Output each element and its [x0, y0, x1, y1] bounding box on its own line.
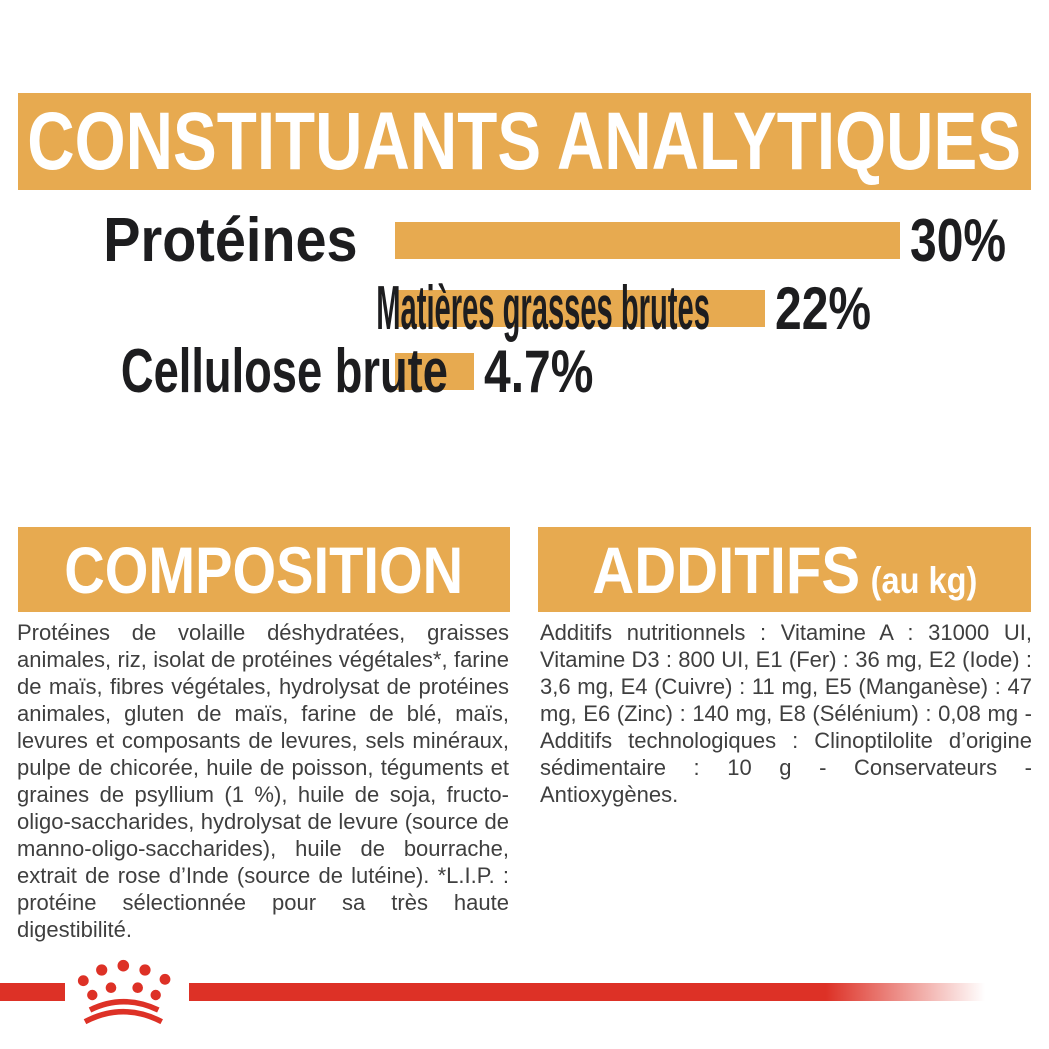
analytical-constituents-title: CONSTITUANTS ANALYTIQUES	[27, 95, 1022, 187]
bar-proteines	[395, 222, 900, 259]
bar-value-proteines: 30%	[910, 207, 1007, 274]
additifs-body: Additifs nutritionnels : Vitamine A : 31000 UI, Vitamine D3 : 800 UI, E1 (Fer) : 36 mg, E2 (Iode) : 3,6 mg, E4 (Cuivre) : 11 mg, E5 (Manganèse) : 47 mg, E6 (Zinc) : 140 mg, E8 (Sélénium) : 0,08 mg - Additifs technologiques : Clinoptilolite d’origine sédimentaire : 10 g - Conservateurs - Antioxygènes.	[540, 620, 1032, 807]
bar-label-matieres-grasses: Matières grasses brutes	[376, 274, 710, 343]
bar-label-proteines: Protéines	[103, 206, 358, 275]
analytical-constituents-banner	[18, 93, 1031, 190]
additifs-title: ADDITIFS	[591, 532, 860, 607]
royal-canin-crown-icon	[58, 948, 196, 1040]
footer-rule-right	[189, 983, 985, 1001]
bar-value-matieres-grasses: 22%	[775, 275, 872, 342]
bar-value-cellulose: 4.7%	[484, 338, 594, 405]
additifs-header	[538, 527, 1031, 612]
chart-row-cellulose	[0, 337, 1049, 406]
footer-rule-left	[0, 983, 65, 1001]
composition-title: COMPOSITION	[64, 532, 464, 607]
bar-label-cellulose: Cellulose brute	[120, 337, 448, 406]
additifs-unit: (au kg)	[870, 559, 978, 601]
additifs-title-group	[591, 532, 978, 607]
composition-header	[18, 527, 510, 612]
composition-body: Protéines de volaille déshydratées, graisses animales, riz, isolat de protéines végétales*, farine de maïs, fibres végétales, hydrolysat de protéines animales, gluten de maïs, farine de blé, maïs, levures et composants de levures, sels minéraux, pulpe de chicorée, huile de poisson, téguments et graines de psyllium (1 %), huile de soja, fructo-oligo-saccharides, hydrolysat de levure (source de manno-oligo-saccharides), huile de bourrache, extrait de rose d’Inde (source de lutéine). *L.I.P. : protéine sélectionnée pour sa très haute digestibilité.	[17, 620, 509, 942]
chart-row-matieres-grasses	[0, 274, 1049, 343]
chart-row-proteines	[0, 206, 1049, 275]
